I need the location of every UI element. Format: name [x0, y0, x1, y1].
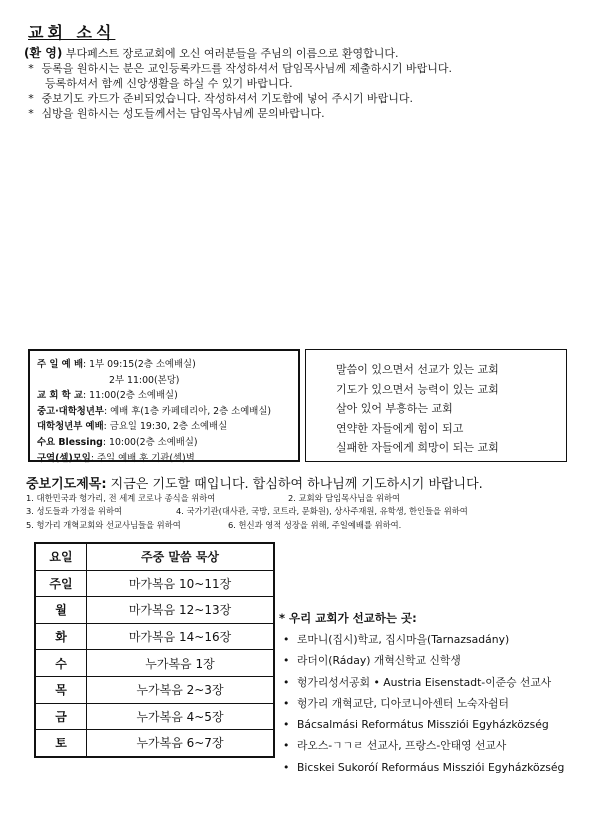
- table-row: 수 누가복음 1장: [35, 650, 274, 677]
- mission-item: • 헝가리 개혁교단, 디아코니아센터 노숙자쉼터: [283, 693, 564, 714]
- worship-schedule-box: [28, 349, 300, 462]
- motto-line: 실패한 자들에게 희망이 되는 교회: [336, 441, 499, 455]
- prayer-text: 지금은 기도할 때입니다. 합심하여 하나님께 기도하시기 바랍니다.: [106, 477, 483, 492]
- motto-line: 기도가 있으면서 능력이 있는 교회: [336, 382, 499, 396]
- welcome-tag: (환 영): [24, 46, 63, 60]
- prayer-heading: [26, 473, 483, 492]
- table-row: 금 누가복음 4~5장: [35, 703, 274, 730]
- motto-line: 연약한 자들에게 힘이 되고: [336, 421, 464, 435]
- worship-row: 2부 11:00(본당): [109, 374, 180, 386]
- bullet: *: [28, 62, 34, 75]
- worship-row: 대학청년부 예배: 금요일 19:30, 2층 소예배실: [37, 421, 228, 433]
- mission-item: • 헝가리성서공회 • Austria Eisenstadt-이준승 선교사: [283, 672, 564, 693]
- table-row: 화 마가복음 14~16장: [35, 623, 274, 650]
- mission-item: • Bácsalmási Református Missziói Egyházközség: [283, 714, 564, 735]
- table-row: 토 누가복음 6~7장: [35, 730, 274, 757]
- worship-row: 중고·대학청년부: 예배 후(1층 카페테리아, 2층 소예배실): [37, 405, 272, 417]
- news-title: 교회 소식: [28, 23, 116, 42]
- mission-item: • 라오스-ㄱㄱㄹ 선교사, 프랑스-안태영 선교사: [283, 735, 564, 756]
- news-block: [24, 46, 584, 121]
- prayer-line: 3. 성도들과 가정을 위하여 4. 국가기관(대사관, 국방, 코트라, 문화원), 상사주재원, 유학생, 한인들을 위하여: [26, 506, 468, 517]
- mission-list: [283, 629, 564, 778]
- mission-item: • 라더이(Ráday) 개혁신학교 신학생: [283, 650, 564, 671]
- table-row: 목 누가복음 2~3장: [35, 676, 274, 703]
- motto-line: 살아 있어 부흥하는 교회: [336, 402, 453, 416]
- mission-heading: * 우리 교회가 선교하는 곳:: [279, 611, 417, 625]
- bullet: *: [28, 92, 34, 105]
- news-item: * 등록을 원하시는 분은 교인등록카드를 작성하셔서 담임목사님께 제출하시기 바랍니다.: [24, 61, 584, 76]
- church-motto-box: [305, 349, 567, 462]
- mission-item: • Bicskei Sukoróí Reformáus Missziói Egyházközség: [283, 757, 564, 778]
- worship-row: 구역(셀)모임: 주일 예배 후 기관(셀)별: [37, 452, 195, 464]
- worship-row: 주 일 예 배: 1부 09:15(2층 소예배실): [37, 359, 196, 370]
- welcome-text: 부다페스트 장로교회에 오신 여러분들을 주님의 이름으로 환영합니다.: [62, 47, 399, 60]
- bullet: *: [28, 107, 34, 120]
- mission-item: • 로마니(집시)학교, 집시마을(Tarnazsadány): [283, 629, 564, 650]
- worship-row: 교 회 학 교: 11:00(2층 소예배실): [37, 390, 178, 402]
- header-passage: 주중 말씀 묵상: [87, 543, 275, 570]
- news-item: * 심방을 원하시는 성도들께서는 담임목사님께 문의바랍니다.: [24, 106, 584, 121]
- news-item: * 중보기도 카드가 준비되었습니다. 작성하셔서 기도함에 넣어 주시기 바랍니다.: [24, 91, 584, 106]
- welcome-line: [24, 46, 584, 61]
- table-header-row: [35, 543, 274, 570]
- table-row: 주일 마가복음 10~11장: [35, 570, 274, 597]
- table-row: 월 마가복음 12~13장: [35, 597, 274, 624]
- news-item-cont: 등록하셔서 함께 신앙생활을 하실 수 있기 바랍니다.: [45, 77, 293, 90]
- motto-line: 말씀이 있으면서 선교가 있는 교회: [336, 363, 499, 376]
- worship-row: 수요 Blessing: 10:00(2층 소예배실): [37, 436, 198, 448]
- prayer-items: [26, 492, 468, 532]
- weekly-reading-table: [34, 542, 275, 758]
- prayer-label: 중보기도제목:: [26, 477, 107, 492]
- prayer-line: 5. 헝가리 개혁교회와 선교사님들을 위하여 6. 헌신과 영적 성장을 위해, 주일예배를 위하여.: [26, 519, 402, 530]
- prayer-line: 1. 대한민국과 헝가리, 전 세계 코로나 종식을 위하여 2. 교회와 담임목사님을 위하여: [26, 493, 401, 503]
- header-day: 요일: [35, 543, 87, 570]
